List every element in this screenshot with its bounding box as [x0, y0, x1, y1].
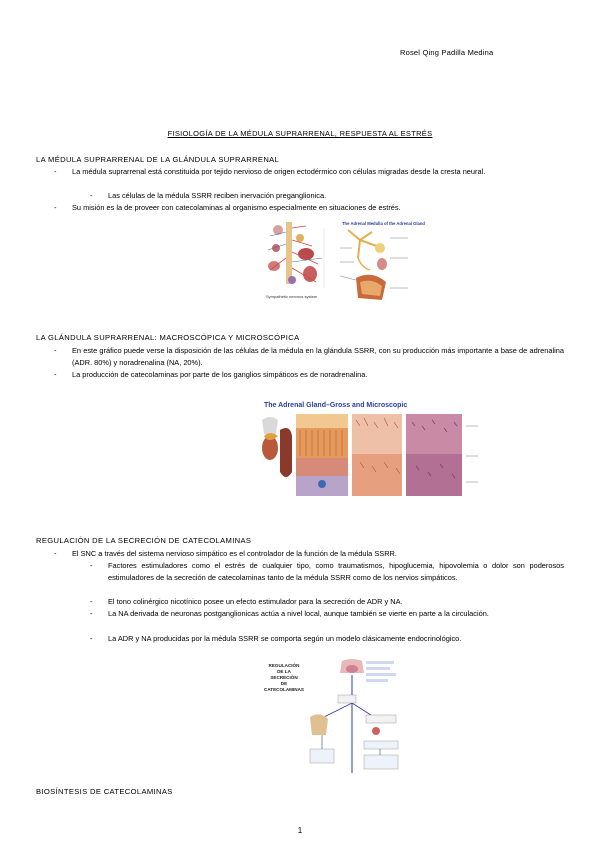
document-title: FISIOLOGÍA DE LA MÉDULA SUPRARRENAL, RESPUESTA AL ESTRÉS	[167, 129, 433, 138]
regulation-title-line: DE LA	[277, 669, 291, 674]
cortex-section-illustration	[296, 414, 348, 496]
regulation-title-line: SECRECIÓN	[270, 675, 298, 680]
bullet-item: - El tono colinérgico nicotínico posee un efecto estimulador para la secreción de ADR y NA.	[90, 597, 403, 606]
bullet-dash: -	[90, 609, 93, 618]
bullet-dash: -	[54, 203, 57, 212]
section-heading-medula: LA MÉDULA SUPRARRENAL DE LA GLÁNDULA SUPRARRENAL	[36, 155, 280, 164]
bullet-item: - La ADR y NA producidas por la médula SSRR se comporta según un modelo clásicamente endocrinológico.	[90, 634, 462, 643]
figure-left-label: Sympathetic nervous system	[266, 294, 318, 299]
adrenal-gross-microscopic-figure	[256, 396, 492, 500]
bullet-item: - La médula suprarrenal está constituida por tejido nervioso de origen ectodérmico con células migradas desde la cresta neural.	[54, 167, 486, 176]
bullet-dash: -	[90, 597, 93, 606]
regulation-title-line: CATECOLAMINAS	[264, 687, 304, 692]
page-number: 1	[297, 826, 303, 835]
bullet-dash: -	[90, 191, 93, 200]
section-heading-glandula: LA GLÁNDULA SUPRARRENAL: MACROSCÓPICA Y MICROSCÓPICA	[36, 333, 300, 342]
bullet-item: - Las células de la médula SSRR reciben inervación preganglionica.	[90, 191, 327, 200]
figure-title: The Adrenal Gland–Gross and Microscopic	[264, 402, 408, 409]
bullet-item: - Su misión es la de proveer con catecolaminas al organismo especialmente en situaciones de estrés.	[54, 203, 401, 212]
sympathetic-adrenal-figure	[262, 218, 425, 302]
regulation-title-line: DE	[280, 681, 288, 686]
bullet-dash: -	[90, 634, 93, 643]
bullet-dash: -	[54, 167, 57, 176]
bullet-item: - La producción de catecolaminas por parte de los ganglios simpáticos es de noradrenalina.	[54, 370, 368, 379]
bullet-item: - En este gráfico puede verse la disposición de las células de la médula en la glándula SSRR, con su producción más importante a base de adrenalina (ADR. 80%) y noradrenalina (NA, 20%).	[54, 346, 564, 367]
regulation-title-line: REGULACIÓN	[268, 663, 300, 668]
figure-right-title: The Adrenal Medulla of the Adrenal Gland	[342, 221, 425, 226]
section-heading-regulacion: REGULACIÓN DE LA SECRECIÓN DE CATECOLAMINAS	[36, 536, 252, 545]
bullet-item: - La NA derivada de neuronas postganglionicas actúa a nivel local, aunque también se vierte en parte a la circulación.	[90, 609, 489, 618]
bullet-item: - Factores estimuladores como el estrés de cualquier tipo, como traumatismos, hipoglucemia, hipovolemia o dolor son poderosos estimuladores de la secreción de catecolaminas tanto de la médula SSRR como de los nervios simpáticos.	[90, 561, 564, 582]
histology-illustration	[352, 414, 478, 496]
bullet-dash: -	[54, 346, 57, 355]
author-name: Rosel Qing Padilla Medina	[400, 48, 494, 57]
bullet-dash: -	[54, 549, 57, 558]
bullet-item: - El SNC a través del sistema nervioso simpático es el controlador de la función de la médula SSRR.	[54, 549, 397, 558]
bullet-dash: -	[90, 561, 93, 570]
catecholamine-regulation-figure	[262, 655, 412, 777]
section-heading-biosintesis: BIOSÍNTESIS DE CATECOLAMINAS	[36, 787, 173, 796]
bullet-dash: -	[54, 370, 57, 379]
